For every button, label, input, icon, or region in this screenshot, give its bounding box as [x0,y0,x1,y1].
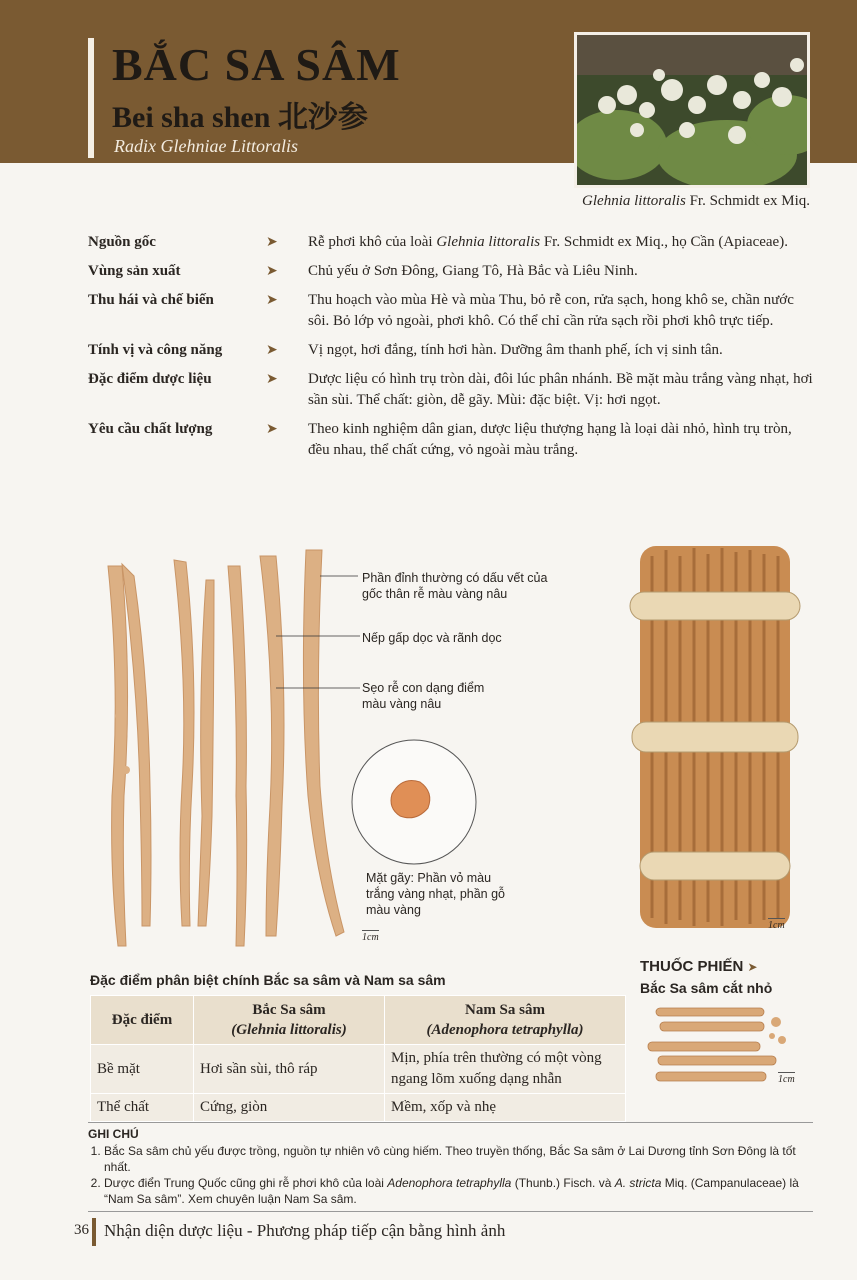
info-text: Vị ngọt, hơi đắng, tính hơi hàn. Dưỡng âm thanh phế, ích vị sinh tân. [308,342,723,358]
footer-accent-bar [92,1218,96,1246]
latin-name: Radix Glehniae Littoralis [114,136,298,156]
footer-title: Nhận diện dược liệu - Phương pháp tiếp cận bằng hình ảnh [104,1221,506,1240]
arrow-icon: ➤ [266,422,278,437]
info-row [88,261,813,282]
note-part: Miq. (Campanulaceae) là “Nam Sa sâm”. Xem chuyên luận Nam Sa sâm. [104,1176,799,1206]
arrow-icon: ➤ [266,235,278,250]
note-item [104,1175,813,1207]
info-text-part: Rễ phơi khô của loài [308,234,437,250]
info-text: Theo kinh nghiệm dân gian, dược liệu thượng hạng là loại dài nhỏ, hình trụ tròn, đều nhau, thể chất cứng, vỏ ngoài màu trắng. [308,421,792,458]
col1-latin: (Glehnia littoralis) [231,1022,347,1038]
note-italic: A. stricta [614,1176,662,1190]
scale-bar: 1cm [362,932,379,943]
photo-caption [540,193,810,210]
thuoc-phien-title [640,958,758,975]
annotation-fracture: Mặt gãy: Phần vỏ màu trắng vàng nhạt, phần gỗ màu vàng [366,871,506,917]
col1-name: Bắc Sa sâm [252,1002,326,1018]
info-text: Chủ yếu ở Sơn Đông, Giang Tô, Hà Bắc và Liêu Ninh. [308,263,638,279]
table-cell: Bề mặt [91,1045,194,1094]
page-title: BẮC SA SÂM [112,39,401,90]
page-number: 36 [74,1222,89,1238]
info-row [88,290,813,332]
table-row [91,1094,626,1122]
arrow-icon: ➤ [266,264,278,279]
table-cell: Mịn, phía trên thường có một vòng ngang lõm xuống dạng nhẫn [385,1045,626,1094]
info-text-italic: Glehnia littoralis [436,234,541,250]
table-header: Đặc điểm [91,996,194,1045]
thuoc-phien-label: THUỐC PHIẾN [640,958,744,975]
table-cell: Thể chất [91,1094,194,1122]
info-label: Yêu cầu chất lượng [88,421,213,437]
info-label: Tính vị và công năng [88,342,223,358]
table-cell: Mềm, xốp và nhẹ [385,1094,626,1122]
table-cell: Cứng, giòn [194,1094,385,1122]
comparison-title: Đặc điểm phân biệt chính Bắc sa sâm và Nam sa sâm [90,972,446,988]
info-text: Dược liệu có hình trụ tròn dài, đôi lúc phân nhánh. Bề mặt màu trắng vàng nhạt, hơi sần sùi. Thể chất: giòn, dễ gãy. Mùi: đặc biệt. Vị: hơi ngọt. [308,371,813,408]
info-label: Nguồn gốc [88,234,156,250]
info-label: Đặc điểm dược liệu [88,371,212,387]
title-accent-bar [88,38,94,158]
note-item: 1. Bắc Sa sâm chủ yếu được trồng, nguồn tự nhiên vô cùng hiếm. Theo truyền thống, Bắc Sa sâm ở Lai Dương tỉnh Sơn Đông là tốt nhất. [104,1143,813,1175]
table-header-row [91,996,626,1045]
note-part: (Thunb.) Fisch. và [511,1176,615,1190]
arrow-icon: ➤ [747,960,758,974]
arrow-icon: ➤ [266,293,278,308]
caption-author: Fr. Schmidt ex Miq. [685,193,810,209]
info-list [88,232,813,469]
arrow-icon: ➤ [266,343,278,358]
plant-photo [574,32,810,188]
table-header [385,996,626,1045]
specimen-figure [90,536,810,956]
annotation-folds: Nếp gấp dọc và rãnh dọc [362,631,502,645]
caption-species: Glehnia littoralis [582,193,686,209]
comparison-table [90,995,626,1122]
info-row [88,419,813,461]
info-label: Thu hái và chế biến [88,292,214,308]
info-row [88,340,813,361]
notes-title: GHI CHÚ [88,1127,139,1141]
info-text: Thu hoạch vào mùa Hè và mùa Thu, bỏ rễ con, rửa sạch, hong khô se, chần nước sôi. Bỏ lớp vỏ ngoài, phơi khô. Có thể chỉ cần rửa sạch rồi phơi khô trực tiếp. [308,292,794,329]
page-subtitle: Bei sha shen 北沙参 [112,101,368,134]
thuoc-phien-subtitle: Bắc Sa sâm cắt nhỏ [640,980,773,996]
note-part: Dược điển Trung Quốc cũng ghi rễ phơi khô của loài [104,1176,388,1190]
scale-bar: 1cm [778,1074,795,1085]
col2-latin: (Adenophora tetraphylla) [426,1022,584,1038]
table-header [194,996,385,1045]
arrow-icon: ➤ [266,372,278,387]
scale-bar: 1cm [768,920,785,931]
info-label: Vùng sản xuất [88,263,181,279]
annotation-scars: Sẹo rễ con dạng điểm màu vàng nâu [362,681,485,711]
table-row [91,1045,626,1094]
info-row [88,369,813,411]
annotation-top: Phần đỉnh thường có dấu vết của gốc thân rễ màu vàng nâu [362,571,548,601]
notes-list [88,1143,813,1207]
info-text-part: Fr. Schmidt ex Miq., họ Cần (Apiaceae). [540,234,788,250]
notes-section [88,1122,813,1212]
table-cell: Hơi sần sùi, thô ráp [194,1045,385,1094]
note-italic: Adenophora tetraphylla [387,1176,512,1190]
info-row [88,232,813,253]
col2-name: Nam Sa sâm [464,1002,545,1018]
info-text [308,232,813,253]
